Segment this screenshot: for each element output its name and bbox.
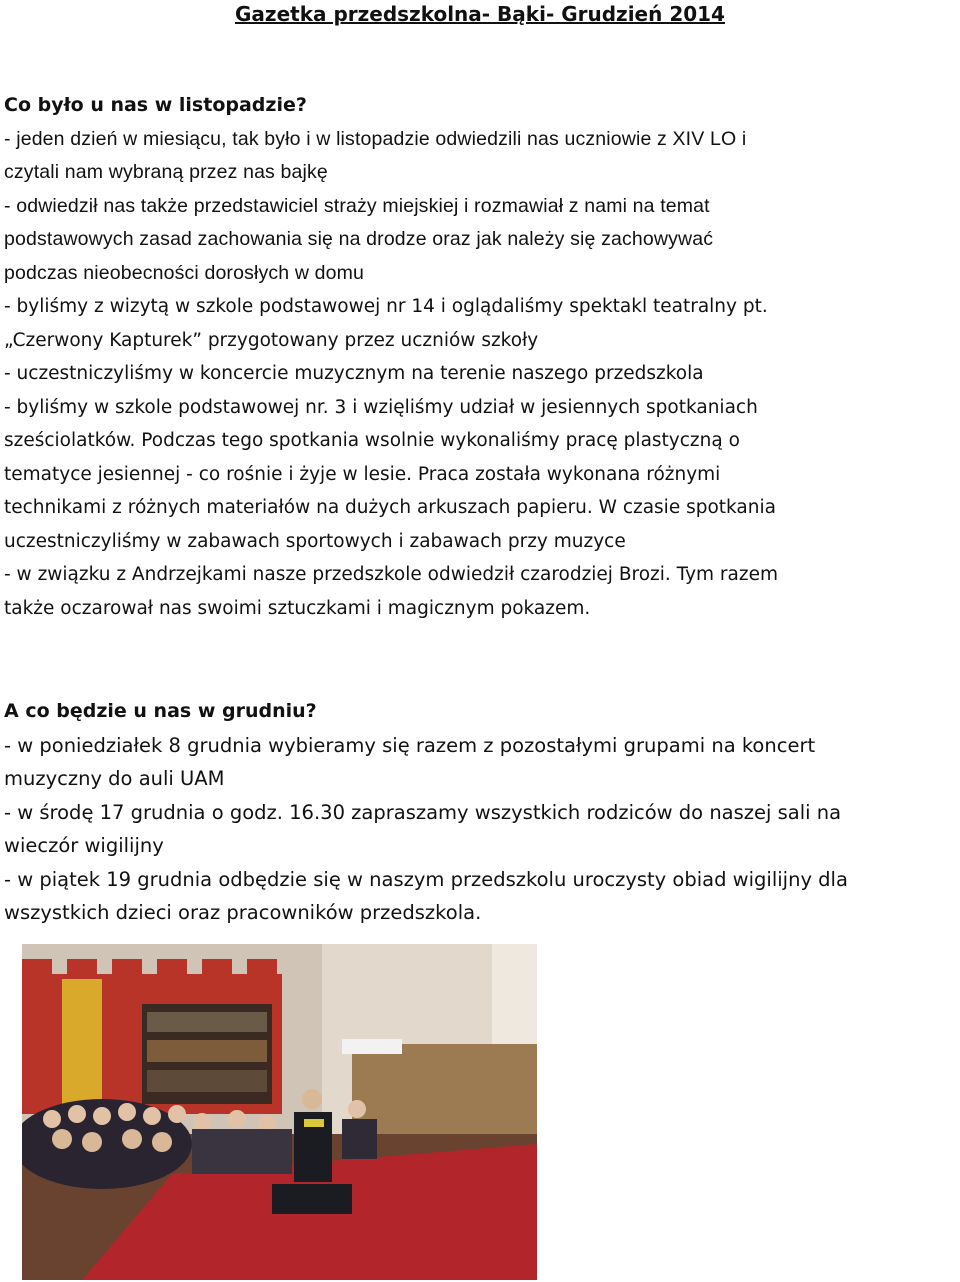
december-line: muzyczny do auli UAM — [4, 767, 225, 790]
classroom-photo-illustration — [22, 944, 537, 1280]
november-line: - odwiedził nas także przedstawiciel straży miejskiej i rozmawiał z nami na temat — [4, 194, 710, 217]
alphabet-cards — [342, 1039, 402, 1054]
november-line: - byliśmy w szkole podstawowej nr. 3 i wzięliśmy udział w jesiennych spotkaniach — [4, 396, 758, 418]
page-title: Gazetka przedszkolna- Bąki- Grudzień 2014 — [235, 2, 725, 26]
december-line: wszystkich dzieci oraz pracowników przedszkola. — [4, 901, 482, 924]
guard-head — [302, 1089, 322, 1109]
november-line: tematyce jesiennej - co rośnie i żyje w lesie. Praca została wykonana różnymi — [4, 463, 721, 485]
november-line: uczestniczyliśmy w zabawach sportowych i zabawach przy muzyce — [4, 530, 626, 552]
december-line: - w środę 17 grudnia o godz. 16.30 zapraszamy wszystkich rodziców do naszej sali na — [4, 800, 842, 824]
november-line: sześciolatków. Podczas tego spotkania wsolnie wykonaliśmy pracę plastyczną o — [4, 430, 740, 451]
december-line: - w piątek 19 grudnia odbędzie się w naszym przedszkolu uroczysty obiad wigilijny dla — [4, 867, 848, 891]
november-line: także oczarował nas swoimi sztuczkami i magicznym pokazem. — [4, 597, 591, 619]
december-heading: A co będzie u nas w grudniu? — [4, 700, 317, 722]
november-line: technikami z różnych materiałów na dużych arkuszach papieru. W czasie spotkania — [4, 497, 776, 518]
november-line: - byliśmy z wizytą w szkole podstawowej nr 14 i oglądaliśmy spektakl teatralny pt. — [4, 296, 768, 317]
december-section — [4, 695, 960, 930]
november-line: - w związku z Andrzejkami nasze przedszkole odwiedził czarodziej Brozi. Tym razem — [4, 564, 778, 585]
november-line: podczas nieobecności dorosłych w domu — [4, 261, 364, 284]
november-heading: Co było u nas w listopadzie? — [4, 94, 307, 116]
december-line: - w poniedziałek 8 grudnia wybieramy się razem z pozostałymi grupami na koncert — [4, 733, 816, 757]
november-section — [4, 89, 960, 625]
november-line: podstawowych zasad zachowania się na drodze oraz jak należy się zachowywać — [4, 228, 714, 250]
november-line: „Czerwony Kapturek” przygotowany przez uczniów szkoły — [4, 329, 539, 351]
november-line: - jeden dzień w miesiącu, tak było i w listopadzie odwiedzili nas uczniowie z XIV LO i — [4, 127, 747, 150]
november-line: - uczestniczyliśmy w koncercie muzycznym na terenie naszego przedszkola — [4, 363, 704, 384]
corkboard — [352, 1044, 537, 1134]
classroom-photo — [22, 944, 537, 1280]
november-line: czytali nam wybraną przez nas bajkę — [4, 161, 328, 183]
castle-pillar — [62, 979, 102, 1109]
december-line: wieczór wigilijny — [4, 834, 164, 857]
